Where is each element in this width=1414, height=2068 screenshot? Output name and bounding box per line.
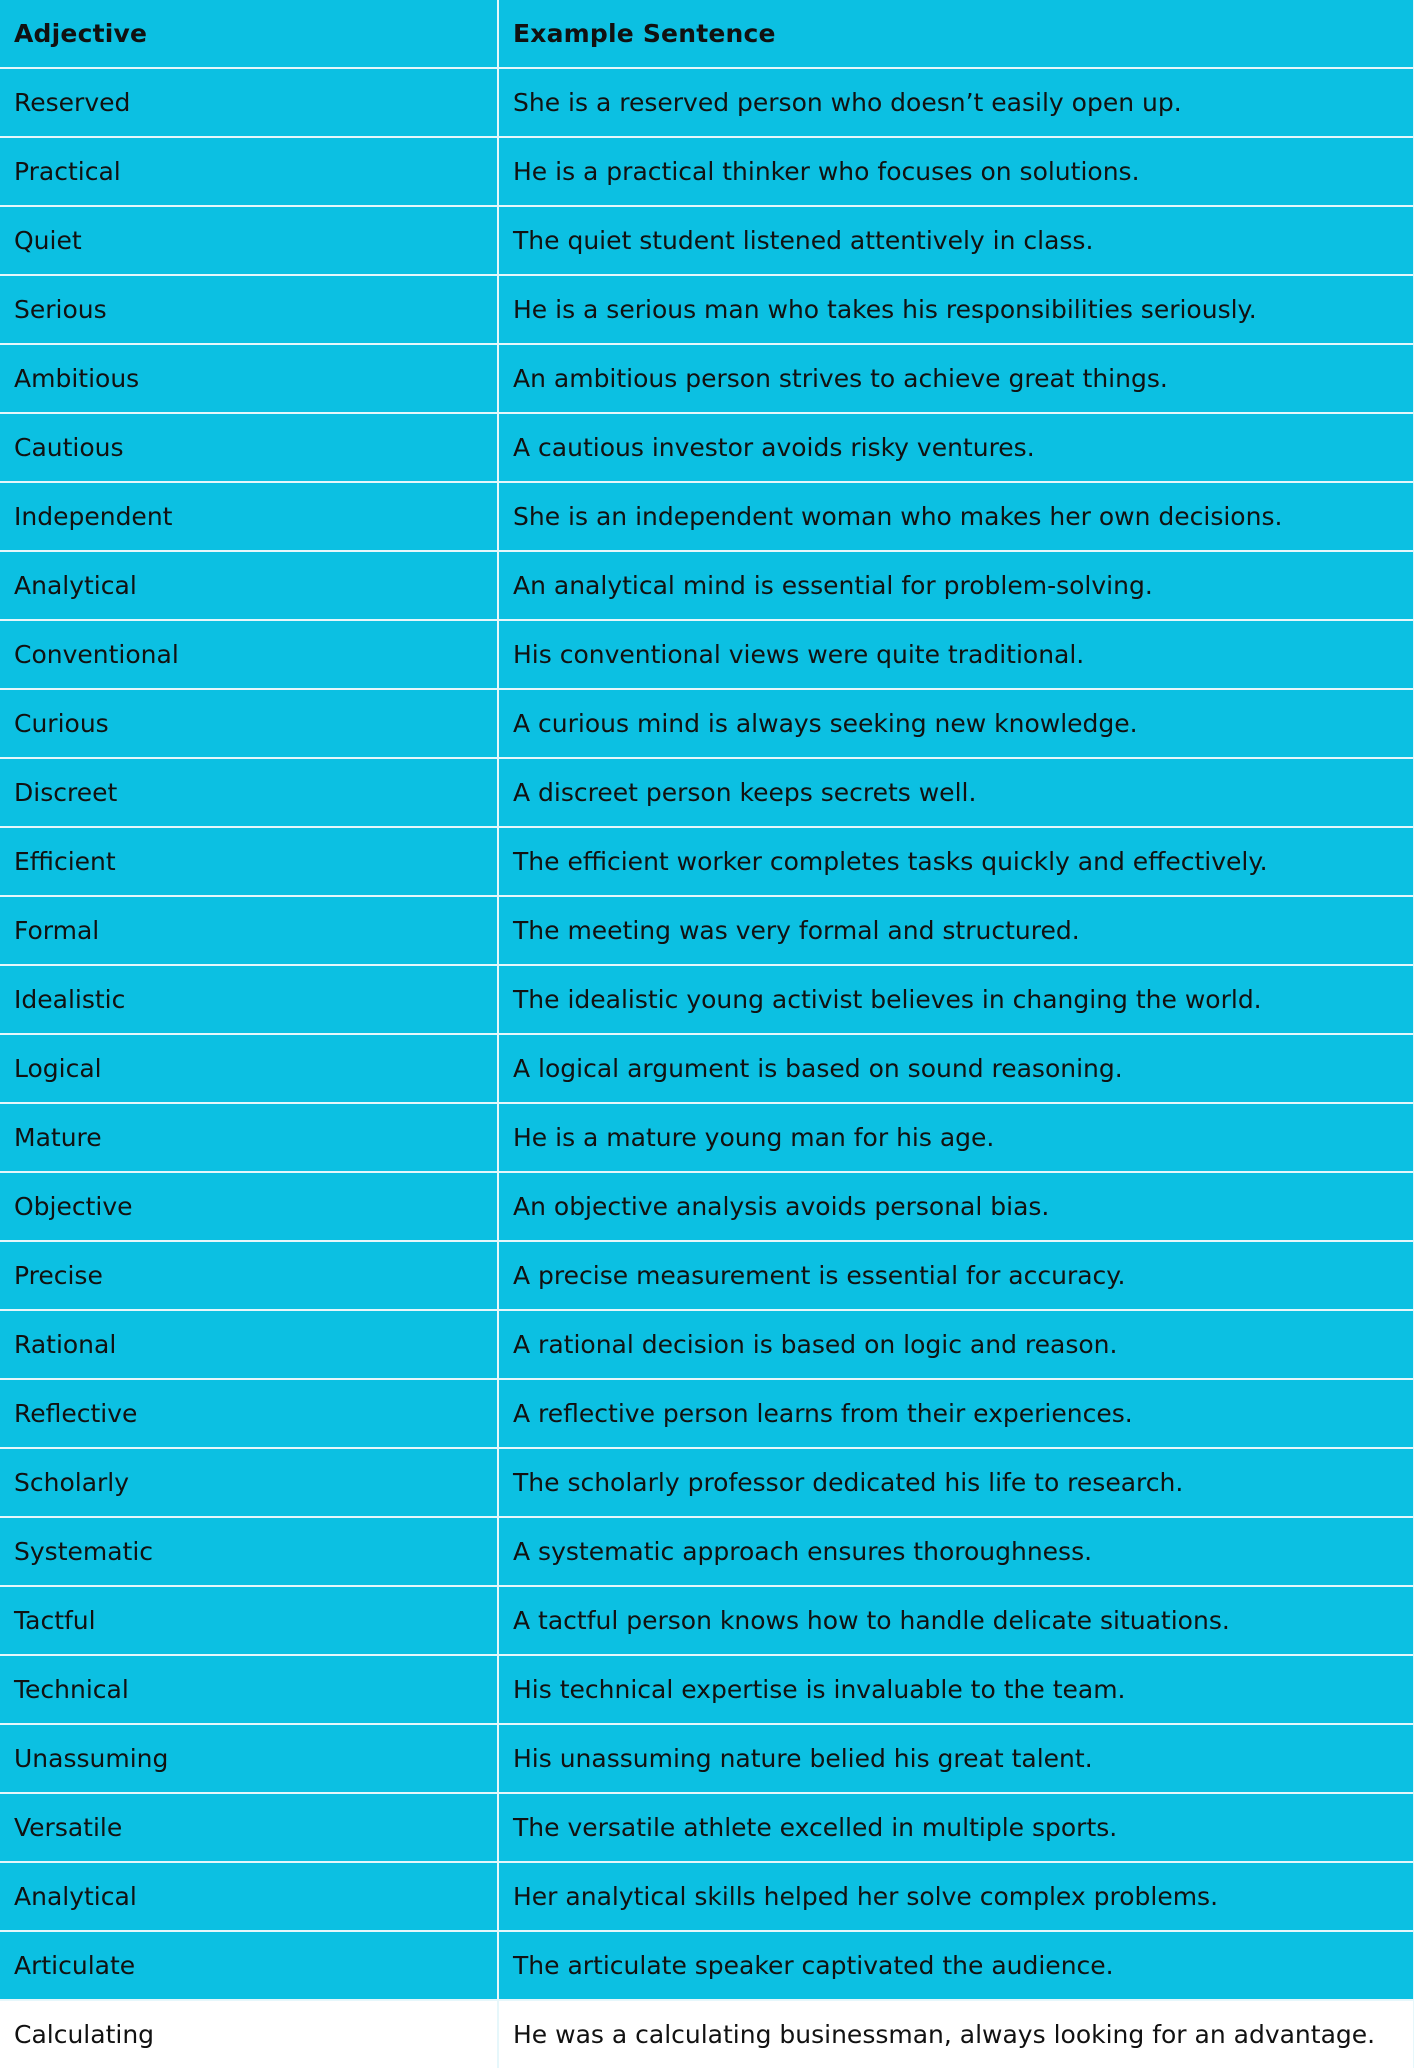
adjective-cell: Tactful — [0, 1586, 498, 1655]
example-sentence-cell: A systematic approach ensures thoroughness. — [498, 1517, 1414, 1586]
table-row — [0, 275, 1414, 344]
adjective-cell: Practical — [0, 137, 498, 206]
example-sentence-cell: A logical argument is based on sound reasoning. — [498, 1034, 1414, 1103]
example-sentence-cell: The idealistic young activist believes in changing the world. — [498, 965, 1414, 1034]
table-row — [0, 1103, 1414, 1172]
adjective-cell: Unassuming — [0, 1724, 498, 1793]
adjective-cell: Analytical — [0, 551, 498, 620]
table-row — [0, 344, 1414, 413]
adjective-cell: Quiet — [0, 206, 498, 275]
example-sentence-cell: The meeting was very formal and structured. — [498, 896, 1414, 965]
example-sentence-cell: The quiet student listened attentively in class. — [498, 206, 1414, 275]
table-row — [0, 1172, 1414, 1241]
example-sentence-cell: The versatile athlete excelled in multiple sports. — [498, 1793, 1414, 1862]
table-row — [0, 1517, 1414, 1586]
adjective-cell: Efficient — [0, 827, 498, 896]
example-sentence-cell: An objective analysis avoids personal bias. — [498, 1172, 1414, 1241]
example-sentence-cell: A curious mind is always seeking new knowledge. — [498, 689, 1414, 758]
adjective-cell: Calculating — [0, 2000, 498, 2068]
example-sentence-cell: An ambitious person strives to achieve great things. — [498, 344, 1414, 413]
table-row — [0, 1310, 1414, 1379]
adjective-cell: Reflective — [0, 1379, 498, 1448]
adjective-cell: Conventional — [0, 620, 498, 689]
adjective-cell: Formal — [0, 896, 498, 965]
adjective-cell: Precise — [0, 1241, 498, 1310]
table-row — [0, 2000, 1414, 2068]
adjective-cell: Ambitious — [0, 344, 498, 413]
adjective-cell: Technical — [0, 1655, 498, 1724]
adjective-cell: Articulate — [0, 1931, 498, 2000]
table-row — [0, 1379, 1414, 1448]
adjective-cell: Discreet — [0, 758, 498, 827]
adjective-cell: Mature — [0, 1103, 498, 1172]
example-sentence-cell: A rational decision is based on logic and reason. — [498, 1310, 1414, 1379]
adjective-cell: Curious — [0, 689, 498, 758]
table-row — [0, 1862, 1414, 1931]
adjective-cell: Objective — [0, 1172, 498, 1241]
table-row — [0, 758, 1414, 827]
header-row — [0, 0, 1414, 68]
table-row — [0, 620, 1414, 689]
example-sentence-cell: He is a mature young man for his age. — [498, 1103, 1414, 1172]
adjective-cell: Scholarly — [0, 1448, 498, 1517]
adjective-cell: Independent — [0, 482, 498, 551]
adjective-cell: Logical — [0, 1034, 498, 1103]
table-row — [0, 965, 1414, 1034]
table-row — [0, 1931, 1414, 2000]
adjective-cell: Versatile — [0, 1793, 498, 1862]
header-adjective: Adjective — [0, 0, 498, 68]
table-row — [0, 206, 1414, 275]
table-row — [0, 896, 1414, 965]
header-example-sentence: Example Sentence — [498, 0, 1414, 68]
example-sentence-cell: An analytical mind is essential for problem-solving. — [498, 551, 1414, 620]
adjective-cell: Reserved — [0, 68, 498, 137]
example-sentence-cell: He was a calculating businessman, always looking for an advantage. — [498, 2000, 1414, 2068]
example-sentence-cell: She is an independent woman who makes her own decisions. — [498, 482, 1414, 551]
adjective-cell: Serious — [0, 275, 498, 344]
table-row — [0, 1034, 1414, 1103]
table-row — [0, 827, 1414, 896]
example-sentence-cell: She is a reserved person who doesn’t easily open up. — [498, 68, 1414, 137]
example-sentence-cell: A discreet person keeps secrets well. — [498, 758, 1414, 827]
example-sentence-cell: His conventional views were quite traditional. — [498, 620, 1414, 689]
adjective-cell: Idealistic — [0, 965, 498, 1034]
table-row — [0, 482, 1414, 551]
adjective-cell: Rational — [0, 1310, 498, 1379]
example-sentence-cell: His unassuming nature belied his great talent. — [498, 1724, 1414, 1793]
example-sentence-cell: The scholarly professor dedicated his life to research. — [498, 1448, 1414, 1517]
table-row — [0, 68, 1414, 137]
table-row — [0, 137, 1414, 206]
example-sentence-cell: A reflective person learns from their experiences. — [498, 1379, 1414, 1448]
example-sentence-cell: A cautious investor avoids risky ventures. — [498, 413, 1414, 482]
example-sentence-cell: Her analytical skills helped her solve complex problems. — [498, 1862, 1414, 1931]
example-sentence-cell: The efficient worker completes tasks quickly and effectively. — [498, 827, 1414, 896]
adjective-cell: Cautious — [0, 413, 498, 482]
table-row — [0, 689, 1414, 758]
table-row — [0, 551, 1414, 620]
table-row — [0, 413, 1414, 482]
table-row — [0, 1793, 1414, 1862]
example-sentence-cell: A tactful person knows how to handle delicate situations. — [498, 1586, 1414, 1655]
example-sentence-cell: He is a practical thinker who focuses on solutions. — [498, 137, 1414, 206]
table-row — [0, 1586, 1414, 1655]
example-sentence-cell: A precise measurement is essential for accuracy. — [498, 1241, 1414, 1310]
adjective-cell: Systematic — [0, 1517, 498, 1586]
example-sentence-cell: The articulate speaker captivated the audience. — [498, 1931, 1414, 2000]
table-body — [0, 68, 1414, 2068]
table-row — [0, 1241, 1414, 1310]
table-row — [0, 1448, 1414, 1517]
table-row — [0, 1724, 1414, 1793]
example-sentence-cell: He is a serious man who takes his responsibilities seriously. — [498, 275, 1414, 344]
example-sentence-cell: His technical expertise is invaluable to the team. — [498, 1655, 1414, 1724]
table-row — [0, 1655, 1414, 1724]
adjective-cell: Analytical — [0, 1862, 498, 1931]
